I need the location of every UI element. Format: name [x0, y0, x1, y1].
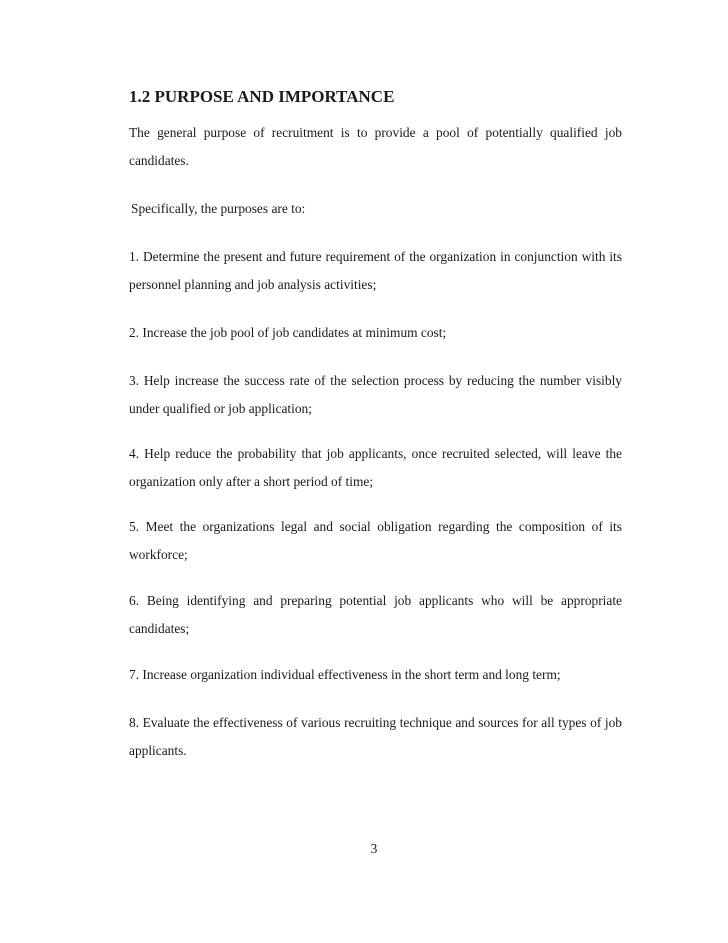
- section-heading: 1.2 PURPOSE AND IMPORTANCE: [129, 87, 395, 106]
- list-item-3: 3. Help increase the success rate of the selection process by reducing the number visibly under qualified or job application;: [129, 373, 622, 416]
- list-item-1: 1. Determine the present and future requirement of the organization in conjunction with its personnel planning and job analysis activities;: [129, 249, 622, 292]
- list-item-4: 4. Help reduce the probability that job applicants, once recruited selected, will leave the organization only after a short period of time;: [129, 446, 622, 489]
- list-item-7: 7. Increase organization individual effectiveness in the short term and long term;: [129, 667, 561, 682]
- list-item-5: 5. Meet the organizations legal and social obligation regarding the composition of its workforce;: [129, 519, 622, 562]
- list-item-6: 6. Being identifying and preparing potential job applicants who will be appropriate candidates;: [129, 593, 622, 636]
- list-item-8: 8. Evaluate the effectiveness of various recruiting technique and sources for all types of job applicants.: [129, 715, 622, 758]
- list-item-2: 2. Increase the job pool of job candidates at minimum cost;: [129, 325, 447, 340]
- page-number: 3: [370, 841, 378, 856]
- lead-paragraph: Specifically, the purposes are to:: [131, 201, 306, 216]
- intro-paragraph: The general purpose of recruitment is to provide a pool of potentially qualified job candidates.: [129, 125, 622, 168]
